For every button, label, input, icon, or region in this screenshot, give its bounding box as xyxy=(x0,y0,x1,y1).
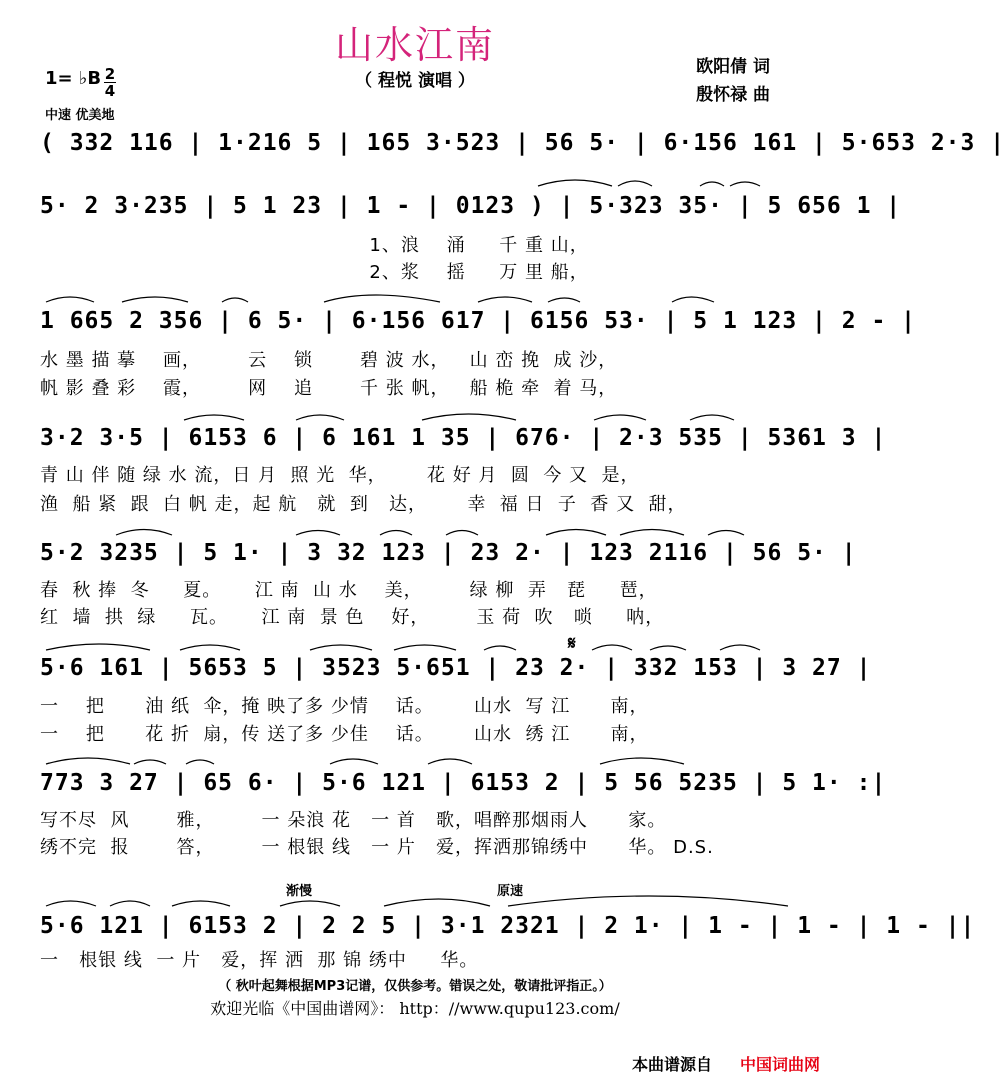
slur xyxy=(592,645,632,650)
time-signature xyxy=(104,66,116,99)
notation-line: 5·6 121 | 6153 2 | 2 2 5 | 3·1 2321 | 2 1· | 1 - | 1 - | 1 - || xyxy=(40,913,976,939)
notation-line: 5· 2 3·235 | 5 1 23 | 1 - | 0123 ) | 5·323 35· | 5 656 1 | xyxy=(40,193,902,219)
slur xyxy=(116,530,172,536)
segno-sign: 𝄋 xyxy=(568,633,576,654)
slur xyxy=(650,646,686,650)
lyric-line-verse2: 2、浆 摇 万 里 船， xyxy=(40,262,589,283)
slur xyxy=(46,644,150,650)
key-signature: 1= ♭B xyxy=(45,68,102,89)
score-row-1 xyxy=(0,130,1005,170)
score-row-7 xyxy=(0,770,887,810)
slur xyxy=(594,415,646,420)
slur xyxy=(484,646,516,650)
notation-line: 5·2 3235 | 5 1· | 3 32 123 | 23 2· | 123 2116 | 56 5· | xyxy=(40,540,857,566)
lyric-line-verse1: 青 山 伴 随 绿 水 流，日 月 照 光 华， 花 好 月 圆 今 又 是， xyxy=(40,465,640,486)
slur xyxy=(330,759,378,764)
slur xyxy=(46,297,94,302)
slur xyxy=(394,645,456,650)
slur xyxy=(508,896,788,906)
slur xyxy=(690,415,734,420)
ritardando-mark: 渐慢 xyxy=(286,884,313,899)
composer-credit: 殷怀禄 曲 xyxy=(696,85,770,105)
slur xyxy=(538,180,612,186)
slur xyxy=(46,901,96,906)
slur xyxy=(730,182,760,186)
slur xyxy=(296,415,344,420)
slur xyxy=(324,295,440,302)
slur xyxy=(600,758,684,764)
lyric-line-verse2: 渔 船 紧 跟 白 帆 走，起 航 就 到 达， 幸 福 日 子 香 又 甜， xyxy=(40,494,687,515)
slur xyxy=(548,298,580,302)
slur xyxy=(546,530,606,536)
lyric-line-verse2: 红 墙 拱 绿 瓦。 江 南 景 色 好， 玉 荷 吹 唢 呐， xyxy=(40,607,665,628)
slur xyxy=(620,530,684,536)
slur xyxy=(296,531,340,536)
lyric-line-verse1: 水 墨 描 摹 画， 云 锁 碧 波 水， 山 峦 挽 成 沙， xyxy=(40,350,618,371)
lyric-line-verse1: 1、浪 涌 千 重 山， xyxy=(40,235,589,256)
slur xyxy=(446,531,478,536)
source-site-link[interactable]: 中国词曲网 xyxy=(739,1055,820,1074)
slur xyxy=(184,415,244,420)
score-row-2 xyxy=(0,193,902,233)
slur xyxy=(422,414,516,420)
singer-credit: （ 程悦 演唱 ） xyxy=(355,71,475,91)
slur xyxy=(172,901,230,906)
slur xyxy=(478,297,532,302)
slur xyxy=(708,531,744,536)
time-sig-top: 2 xyxy=(104,65,116,83)
slur xyxy=(280,901,340,906)
notation-line: ( 332 116 | 1·216 5 | 165 3·523 | 56 5· | 6·156 161 | 5·653 2·3 | xyxy=(40,130,1005,156)
score-row-5 xyxy=(0,540,857,580)
slur xyxy=(310,645,372,650)
slur xyxy=(46,758,130,764)
slur xyxy=(180,645,240,650)
lyric-line-verse1: 一 把 油 纸 伞，掩 映了多 少情 话。 山水 写 江 南， xyxy=(40,696,649,717)
a-tempo-mark: 原速 xyxy=(497,884,524,899)
slur xyxy=(672,297,714,302)
notation-line: 5·6 161 | 5653 5 | 3523 5·651 | 23 2· | 332 153 | 3 27 | xyxy=(40,655,872,681)
slur xyxy=(618,181,652,186)
tempo-marking: 中速 优美地 xyxy=(45,108,115,123)
notation-line: 3·2 3·5 | 6153 6 | 6 161 1 35 | 676· | 2·3 535 | 5361 3 | xyxy=(40,425,887,451)
lyric-line-final: 一 根银 线 一 片 爱，挥 洒 那 锦 绣中 华。 xyxy=(40,950,479,971)
lyric-line-verse1: 春 秋 捧 冬 夏。 江 南 山 水 美， 绿 柳 弄 琵 琶， xyxy=(40,580,658,601)
website-banner: 欢迎光临《中国曲谱网》： http：//www.qupu123.com/ xyxy=(210,999,620,1018)
lyricist-credit: 欧阳倩 词 xyxy=(696,57,770,77)
lyric-line-verse2: 帆 影 叠 彩 霞， 网 追 千 张 帆， 船 桅 牵 着 马， xyxy=(40,378,618,399)
score-row-6 xyxy=(0,655,872,695)
slur xyxy=(110,901,150,906)
slur xyxy=(384,899,490,906)
slur xyxy=(122,297,188,302)
song-title: 山水江南 xyxy=(334,23,495,67)
time-sig-bottom: 4 xyxy=(104,82,116,100)
notation-line: 1 665 2 356 | 6 5· | 6·156 617 | 6156 53· | 5 1 123 | 2 - | xyxy=(40,308,916,334)
notation-line: 773 3 27 | 65 6· | 5·6 121 | 6153 2 | 5 56 5235 | 5 1· :| xyxy=(40,770,887,796)
source-label: 本曲谱源自 xyxy=(631,1055,712,1074)
slur xyxy=(222,298,248,302)
lyric-line-verse2: 一 把 花 折 扇，传 送了多 少佳 话。 山水 绣 江 南， xyxy=(40,724,649,745)
score-row-4 xyxy=(0,425,887,465)
lyric-line-verse1: 写不尽 风 雅， 一 朵浪 花 一 首 歌，唱醉那烟雨人 家。 xyxy=(40,810,667,831)
slur xyxy=(186,760,214,764)
score-row-3 xyxy=(0,308,916,348)
lyric-line-verse2: 绣不完 报 答， 一 根银 线 一 片 爱，挥洒那锦绣中 华。 D.S. xyxy=(40,837,714,858)
slur xyxy=(380,531,412,536)
transcriber-note: （ 秋叶起舞根据MP3记谱，仅供参考。错误之处，敬请批评指正。） xyxy=(218,979,612,994)
slur xyxy=(134,760,166,764)
slur xyxy=(428,759,472,764)
slur xyxy=(700,182,724,186)
slur xyxy=(720,645,760,650)
